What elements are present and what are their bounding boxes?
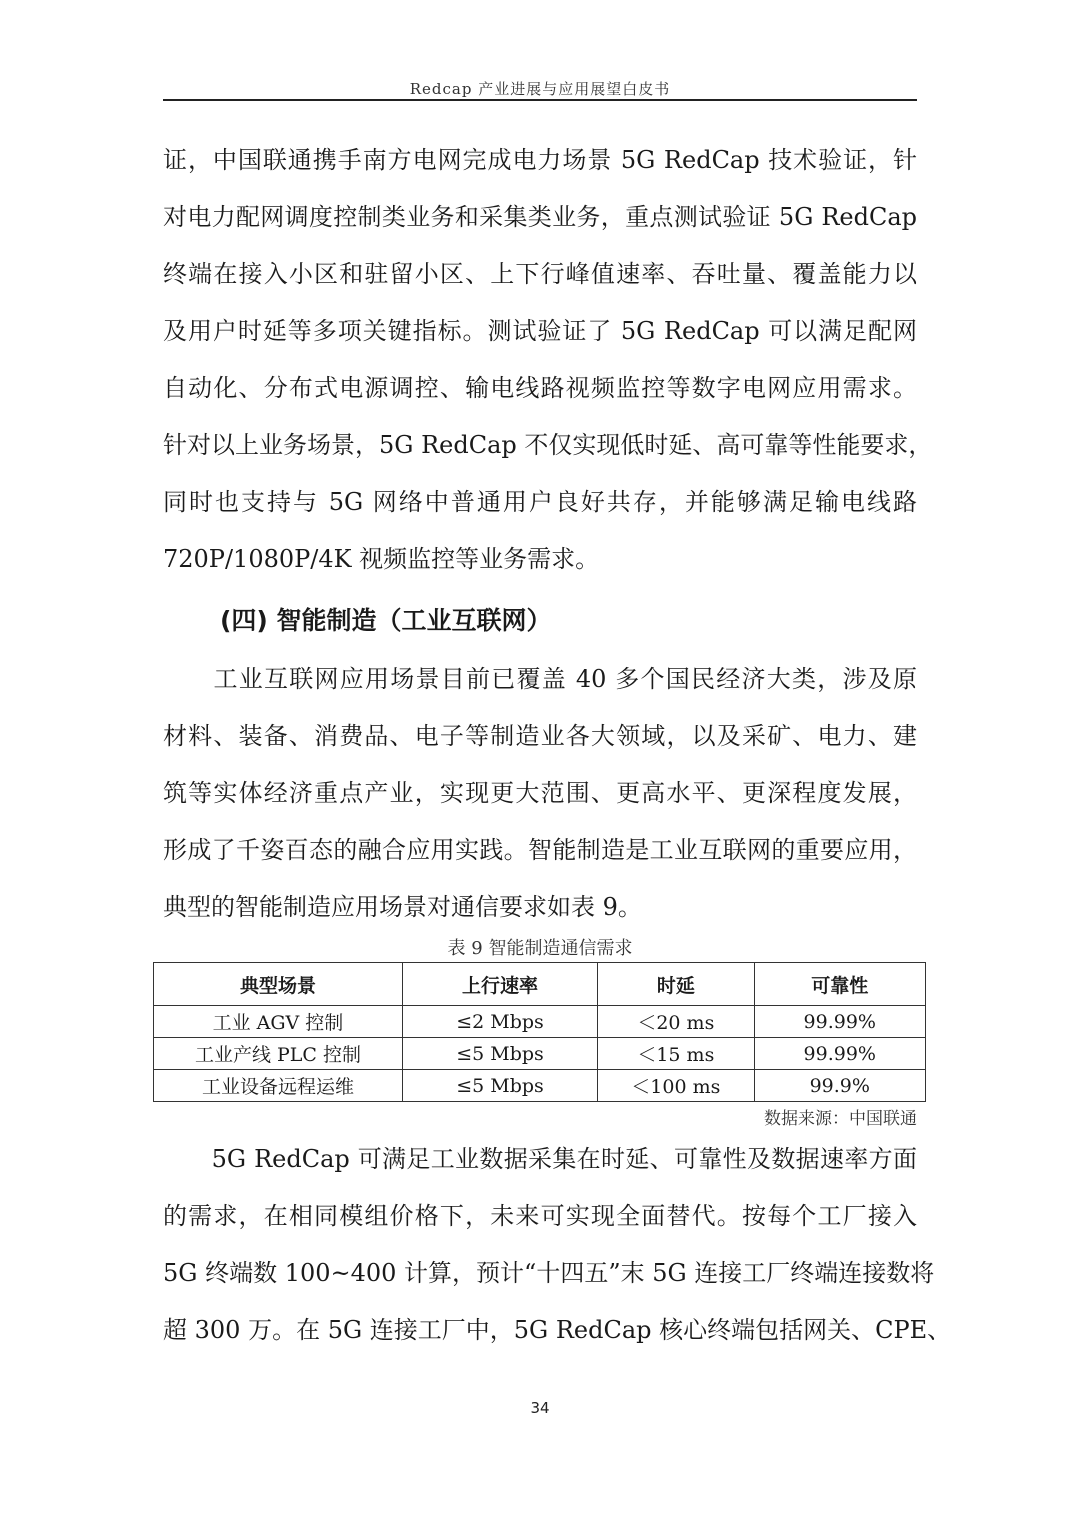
column-header: 典型场景: [154, 963, 403, 1006]
table-cell: 工业产线 PLC 控制: [154, 1038, 403, 1070]
paragraph-industrial-internet: [163, 651, 917, 936]
text-line: 工业互联网应用场景目前已覆盖 40 多个国民经济大类，涉及原: [163, 665, 917, 693]
header-title: Redcap 产业进展与应用展望白皮书: [409, 80, 671, 98]
table-header-row: [154, 963, 926, 1006]
text-line: 及用户时延等多项关键指标。测试验证了 5G RedCap 可以满足配网: [163, 317, 917, 345]
table-cell: 99.99%: [754, 1006, 925, 1038]
table-cell: 工业 AGV 控制: [154, 1006, 403, 1038]
table-row: [154, 1038, 926, 1070]
text-line: 材料、装备、消费品、电子等制造业各大领域，以及采矿、电力、建: [163, 722, 917, 750]
text-line: 证，中国联通携手南方电网完成电力场景 5G RedCap 技术验证，针: [163, 146, 917, 174]
table-row: [154, 1070, 926, 1102]
text-line: 典型的智能制造应用场景对通信要求如表 9。: [163, 893, 642, 921]
text-line: 5G 终端数 100~400 计算，预计“十四五”末 5G 连接工厂终端连接数将: [163, 1259, 935, 1287]
table-cell: 工业设备远程运维: [154, 1070, 403, 1102]
table-cell: ＜20 ms: [598, 1006, 754, 1038]
text-line: 自动化、分布式电源调控、输电线路视频监控等数字电网应用需求。: [163, 374, 917, 402]
requirements-table: [153, 962, 926, 1102]
text-line: 720P/1080P/4K 视频监控等业务需求。: [163, 545, 600, 573]
table-cell: ＜15 ms: [598, 1038, 754, 1070]
paragraph-redcap-factory: [163, 1131, 952, 1359]
table-cell: ≤5 Mbps: [402, 1070, 597, 1102]
paragraph-power-grid: [163, 132, 933, 588]
text-line: 超 300 万。在 5G 连接工厂中，5G RedCap 核心终端包括网关、CPE、: [163, 1316, 952, 1344]
header-rule: [163, 99, 917, 101]
table-cell: 99.9%: [754, 1070, 925, 1102]
text-line: 对电力配网调度控制类业务和采集类业务，重点测试验证 5G RedCap: [163, 203, 917, 231]
text-line: 形成了千姿百态的融合应用实践。智能制造是工业互联网的重要应用，: [163, 836, 917, 864]
text-line: 5G RedCap 可满足工业数据采集在时延、可靠性及数据速率方面: [163, 1145, 917, 1173]
text-line: 同时也支持与 5G 网络中普通用户良好共存，并能够满足输电线路: [163, 488, 917, 516]
text-line: 终端在接入小区和驻留小区、上下行峰值速率、吞吐量、覆盖能力以: [163, 260, 917, 288]
section-heading: (四) 智能制造（工业互联网）: [220, 606, 552, 635]
table-cell: ≤5 Mbps: [402, 1038, 597, 1070]
column-header: 上行速率: [402, 963, 597, 1006]
table-source: 数据来源：中国联通: [764, 1109, 917, 1129]
column-header: 可靠性: [754, 963, 925, 1006]
table-cell: 99.99%: [754, 1038, 925, 1070]
text-line: 针对以上业务场景，5G RedCap 不仅实现低时延、高可靠等性能要求，: [163, 431, 933, 459]
column-header: 时延: [598, 963, 754, 1006]
table-caption: 表 9 智能制造通信需求: [447, 938, 633, 959]
text-line: 的需求，在相同模组价格下，未来可实现全面替代。按每个工厂接入: [163, 1202, 917, 1230]
table-cell: ＜100 ms: [598, 1070, 754, 1102]
table-cell: ≤2 Mbps: [402, 1006, 597, 1038]
text-line: 筑等实体经济重点产业，实现更大范围、更高水平、更深程度发展，: [163, 779, 917, 807]
table-row: [154, 1006, 926, 1038]
page-number: 34: [530, 1399, 550, 1417]
